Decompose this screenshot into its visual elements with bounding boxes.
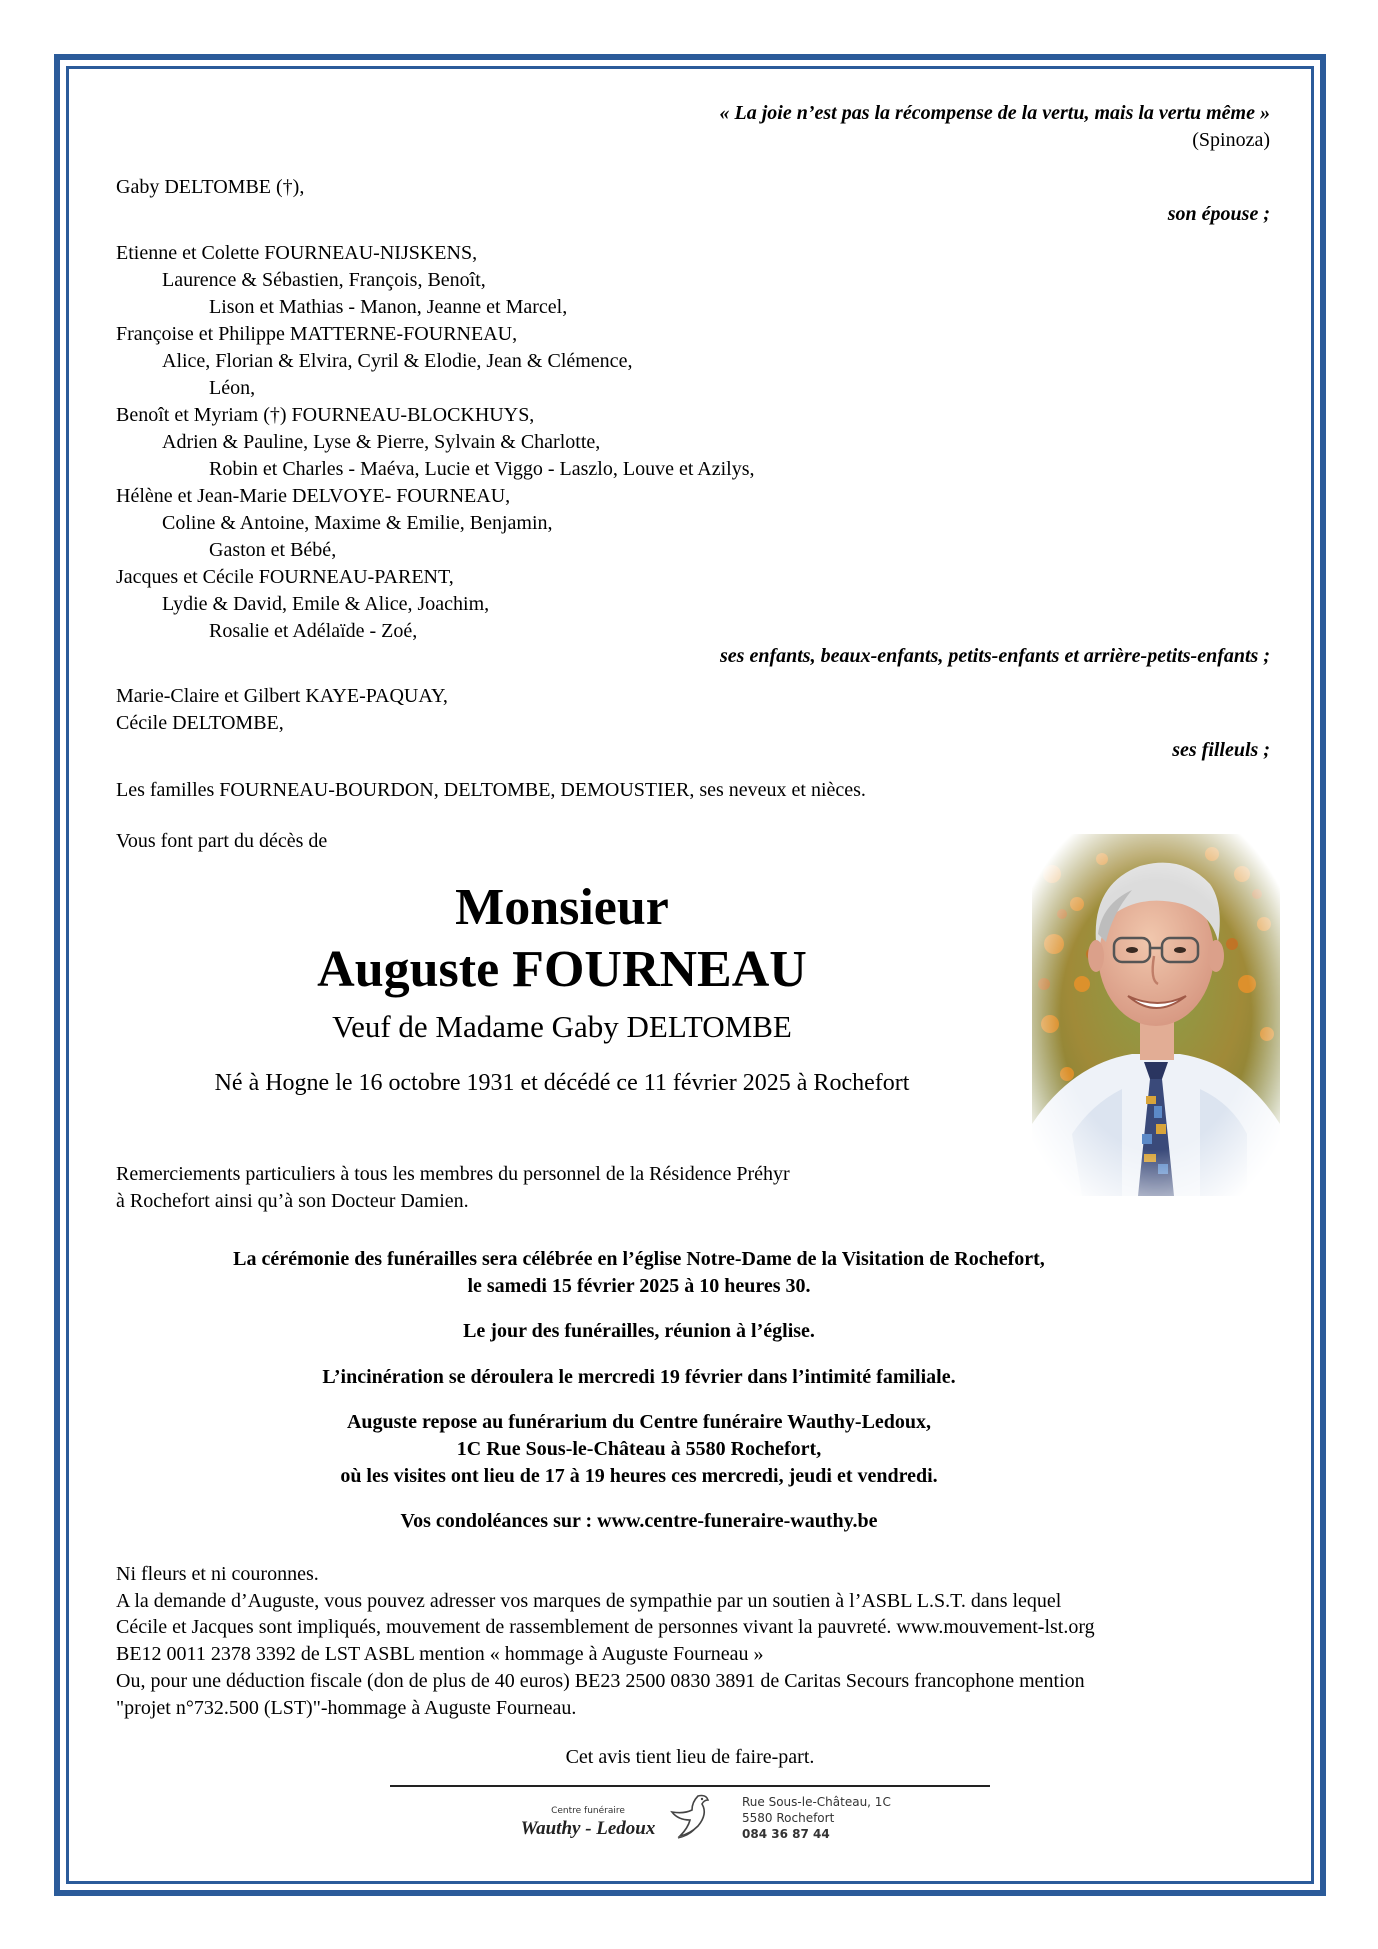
list-item: Laurence & Sébastien, François, Benoît, bbox=[162, 269, 486, 291]
list-item: Marie-Claire et Gilbert KAYE-PAQUAY, bbox=[116, 685, 448, 707]
list-item: Benoît et Myriam (†) FOURNEAU-BLOCKHUYS, bbox=[116, 404, 535, 426]
deceased-born-died: Né à Hogne le 16 octobre 1931 et décédé ce 11 février 2025 à Rochefort bbox=[214, 1070, 910, 1096]
list-item: Lydie & David, Emile & Alice, Joachim, bbox=[162, 593, 490, 615]
address-line: 5580 Rochefort bbox=[742, 1811, 835, 1825]
list-item: Robin et Charles - Maéva, Lucie et Viggo - Laszlo, Louve et Azilys, bbox=[209, 458, 755, 480]
families-line: Les familles FOURNEAU-BOURDON, DELTOMBE, DEMOUSTIER, ses neveux et nièces. bbox=[116, 779, 866, 801]
ceremony-line: le samedi 15 février 2025 à 10 heures 30. bbox=[467, 1275, 811, 1297]
list-item: Jacques et Cécile FOURNEAU-PARENT, bbox=[116, 566, 454, 588]
list-item: Adrien & Pauline, Lyse & Pierre, Sylvain & Charlotte, bbox=[162, 431, 601, 453]
list-item: Hélène et Jean-Marie DELVOYE- FOURNEAU, bbox=[116, 485, 511, 507]
meeting-line: Le jour des funérailles, réunion à l’église. bbox=[463, 1320, 815, 1342]
thanks-line: Remerciements particuliers à tous les membres du personnel de la Résidence Préhyr bbox=[116, 1163, 790, 1185]
spouse-role: son épouse ; bbox=[1167, 203, 1270, 225]
donation-line: BE12 0011 2378 3392 de LST ASBL mention « hommage à Auguste Fourneau » bbox=[116, 1643, 764, 1665]
list-item: Coline & Antoine, Maxime & Emilie, Benjamin, bbox=[162, 512, 553, 534]
thanks-line: à Rochefort ainsi qu’à son Docteur Damien. bbox=[116, 1190, 469, 1212]
quote-text: « La joie n’est pas la récompense de la vertu, mais la vertu même » bbox=[719, 102, 1270, 124]
list-item: Alice, Florian & Elvira, Cyril & Elodie, Jean & Clémence, bbox=[162, 350, 633, 372]
logo-main-text: Wauthy - Ledoux bbox=[520, 1818, 656, 1839]
list-item: Lison et Mathias - Manon, Jeanne et Marcel, bbox=[209, 296, 568, 318]
list-item: Françoise et Philippe MATTERNE-FOURNEAU, bbox=[116, 323, 518, 345]
godchildren-role: ses filleuls ; bbox=[1172, 739, 1270, 761]
incineration-line: L’incinération se déroulera le mercredi 19 février dans l’intimité familiale. bbox=[322, 1366, 956, 1388]
list-item: Etienne et Colette FOURNEAU-NIJSKENS, bbox=[116, 242, 478, 264]
donation-line: "projet n°732.500 (LST)"-hommage à Auguste Fourneau. bbox=[116, 1697, 577, 1719]
rest-line: Auguste repose au funérarium du Centre funéraire Wauthy-Ledoux, bbox=[346, 1411, 932, 1433]
portrait-photo bbox=[1032, 834, 1280, 1196]
deceased-name: Auguste FOURNEAU bbox=[317, 941, 807, 998]
address-line: Rue Sous-le-Château, 1C bbox=[742, 1795, 891, 1809]
spouse-name: Gaby DELTOMBE (†), bbox=[116, 176, 305, 198]
children-role: ses enfants, beaux-enfants, petits-enfants et arrière-petits-enfants ; bbox=[720, 645, 1270, 667]
list-item: Léon, bbox=[209, 377, 256, 399]
ceremony-line: La cérémonie des funérailles sera célébrée en l’église Notre-Dame de la Visitation de Rochefort, bbox=[233, 1248, 1045, 1270]
list-item: Gaston et Bébé, bbox=[209, 539, 337, 561]
footer-divider bbox=[390, 1785, 990, 1787]
donation-line: A la demande d’Auguste, vous pouvez adresser vos marques de sympathie par un soutien à l’ASBL L.S.T. dans lequel bbox=[116, 1590, 1062, 1612]
donation-line: Ni fleurs et ni couronnes. bbox=[116, 1563, 319, 1585]
list-item: Rosalie et Adélaïde - Zoé, bbox=[209, 620, 418, 642]
rest-line: où les visites ont lieu de 17 à 19 heures ces mercredi, jeudi et vendredi. bbox=[340, 1465, 938, 1487]
deceased-title: Monsieur bbox=[455, 879, 669, 936]
funeral-home-address bbox=[742, 1794, 891, 1842]
phone-number: 084 36 87 44 bbox=[742, 1827, 830, 1841]
quote-author: (Spinoza) bbox=[1192, 129, 1270, 151]
donation-line: Cécile et Jacques sont impliqués, mouvement de rassemblement de personnes vivant la pauvreté. www.mouvement-lst.org bbox=[116, 1616, 1095, 1638]
logo-small-text: Centre funéraire bbox=[551, 1806, 625, 1816]
deceased-widower: Veuf de Madame Gaby DELTOMBE bbox=[332, 1009, 792, 1044]
funeral-home-logo bbox=[508, 1806, 668, 1841]
condolences-line: Vos condoléances sur : www.centre-funeraire-wauthy.be bbox=[400, 1510, 878, 1532]
donation-line: Ou, pour une déduction fiscale (don de plus de 40 euros) BE23 2500 0830 3891 de Caritas Secours francophone mention bbox=[116, 1670, 1085, 1692]
announce-line: Vous font part du décès de bbox=[116, 830, 328, 852]
list-item: Cécile DELTOMBE, bbox=[116, 712, 284, 734]
closing-line: Cet avis tient lieu de faire-part. bbox=[565, 1746, 815, 1768]
rest-line: 1C Rue Sous-le-Château à 5580 Rochefort, bbox=[456, 1438, 822, 1460]
dove-icon bbox=[668, 1790, 716, 1842]
